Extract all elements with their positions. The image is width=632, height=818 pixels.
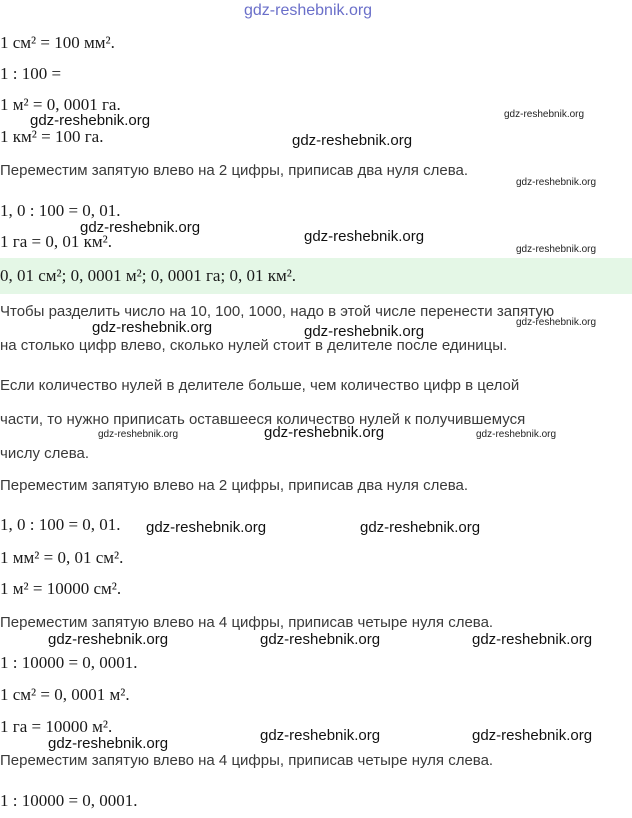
line-17: 1 м² = 10000 см². bbox=[0, 579, 122, 598]
watermark-small: gdz-reshebnik.org bbox=[516, 244, 597, 255]
watermark: gdz-reshebnik.org bbox=[48, 631, 169, 648]
line-2: 1 : 100 = bbox=[0, 64, 62, 83]
watermark: gdz-reshebnik.org bbox=[92, 319, 213, 336]
watermark: gdz-reshebnik.org bbox=[146, 519, 267, 536]
line-14: Переместим запятую влево на 2 цифры, приписав два нуля слева. bbox=[0, 477, 469, 494]
line-22: Переместим запятую влево на 4 цифры, приписав четыре нуля слева. bbox=[0, 752, 494, 769]
watermark: gdz-reshebnik.org bbox=[260, 631, 381, 648]
watermark: gdz-reshebnik.org bbox=[292, 132, 413, 149]
line-3: 1 м² = 0, 0001 га. bbox=[0, 95, 121, 114]
watermark: gdz-reshebnik.org bbox=[472, 727, 593, 744]
watermark-small: gdz-reshebnik.org bbox=[504, 109, 585, 120]
watermark: gdz-reshebnik.org bbox=[360, 519, 481, 536]
watermark: gdz-reshebnik.org bbox=[304, 228, 425, 245]
line-10: на столько цифр влево, сколько нулей стоит в делителе после единицы. bbox=[0, 337, 508, 354]
watermark: gdz-reshebnik.org bbox=[80, 219, 201, 236]
line-8-answer: 0, 01 см²; 0, 0001 м²; 0, 0001 га; 0, 01 км². bbox=[0, 266, 297, 285]
line-19: 1 : 10000 = 0, 0001. bbox=[0, 653, 138, 672]
line-13: числу слева. bbox=[0, 445, 90, 462]
line-15: 1, 0 : 100 = 0, 01. bbox=[0, 515, 121, 534]
line-7: 1 га = 0, 01 км². bbox=[0, 232, 112, 251]
line-20: 1 см² = 0, 0001 м². bbox=[0, 685, 130, 704]
line-12: части, то нужно приписать оставшееся количество нулей к получившемуся bbox=[0, 411, 526, 428]
watermark: gdz-reshebnik.org bbox=[304, 323, 425, 340]
watermark: gdz-reshebnik.org bbox=[48, 735, 169, 752]
watermark-small: gdz-reshebnik.org bbox=[98, 429, 179, 440]
line-4: 1 км² = 100 га. bbox=[0, 127, 104, 146]
line-5: Переместим запятую влево на 2 цифры, приписав два нуля слева. bbox=[0, 162, 469, 179]
line-6: 1, 0 : 100 = 0, 01. bbox=[0, 201, 121, 220]
watermark: gdz-reshebnik.org bbox=[472, 631, 593, 648]
watermark-top: gdz-reshebnik.org bbox=[244, 2, 373, 19]
line-1: 1 см² = 100 мм². bbox=[0, 33, 115, 52]
watermark-small: gdz-reshebnik.org bbox=[516, 317, 597, 328]
watermark: gdz-reshebnik.org bbox=[260, 727, 381, 744]
line-9: Чтобы разделить число на 10, 100, 1000, надо в этой числе перенести запятую bbox=[0, 303, 555, 320]
line-21: 1 га = 10000 м². bbox=[0, 717, 113, 736]
watermark-small: gdz-reshebnik.org bbox=[516, 177, 597, 188]
watermark: gdz-reshebnik.org bbox=[264, 424, 385, 441]
watermark: gdz-reshebnik.org bbox=[30, 112, 151, 129]
watermark-small: gdz-reshebnik.org bbox=[476, 429, 557, 440]
line-18: Переместим запятую влево на 4 цифры, приписав четыре нуля слева. bbox=[0, 614, 494, 631]
line-23: 1 : 10000 = 0, 0001. bbox=[0, 791, 138, 810]
line-16: 1 мм² = 0, 01 см². bbox=[0, 548, 124, 567]
line-11: Если количество нулей в делителе больше, чем количество цифр в целой bbox=[0, 377, 520, 394]
